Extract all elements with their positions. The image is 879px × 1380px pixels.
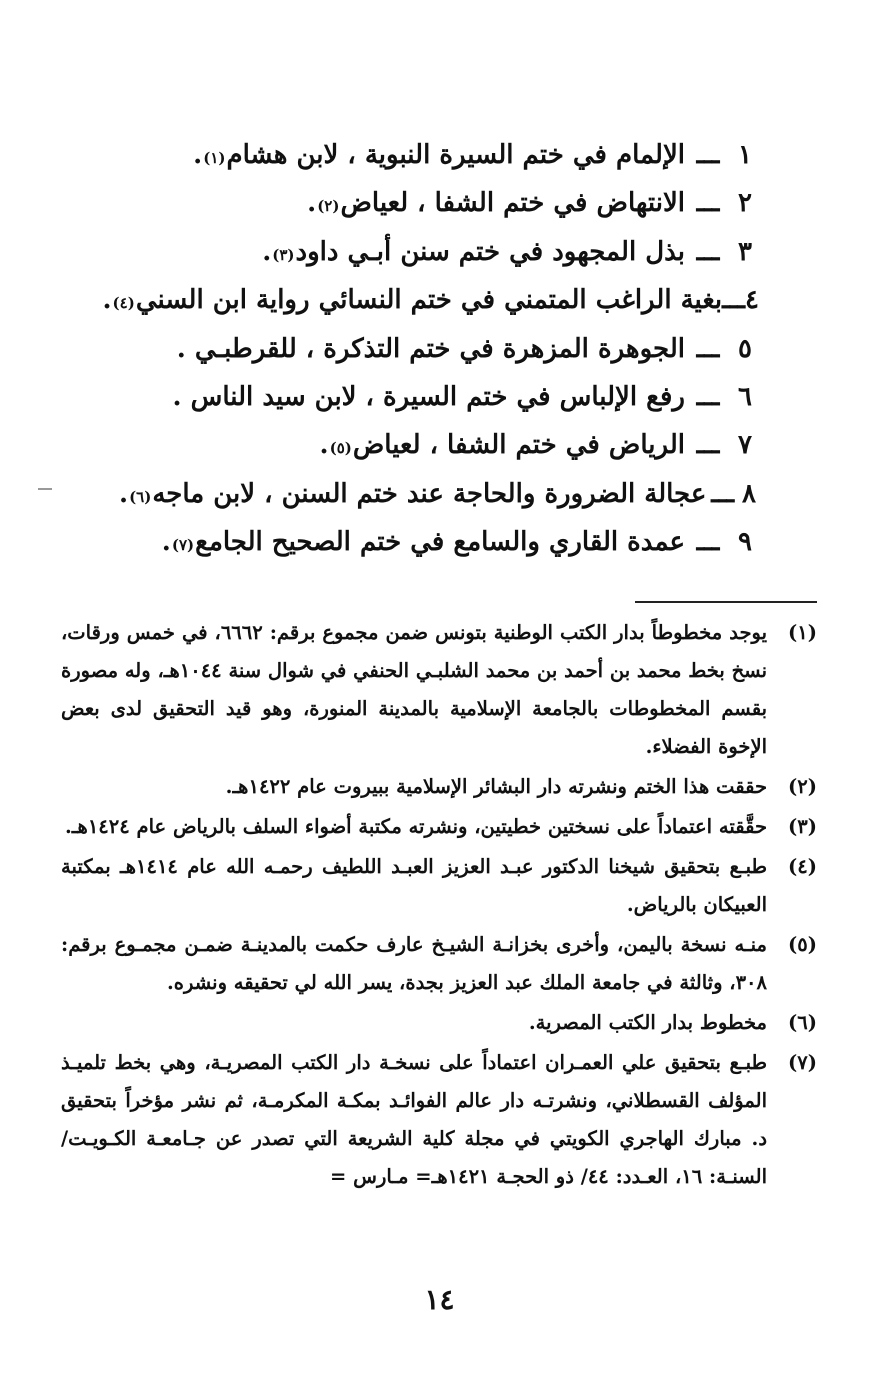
item-number: ٧ [738, 430, 752, 461]
footnote-number: (٣) [788, 815, 817, 838]
footnote [61, 614, 817, 766]
item-dash: ـــ [696, 527, 720, 558]
footnote-number: (٢) [788, 775, 817, 798]
item-title: عمدة القاري والسامع في ختم الصحيح الجامع [195, 527, 685, 558]
treatise-list [102, 140, 759, 576]
list-item [119, 237, 759, 285]
item-number: ٣ [738, 236, 752, 267]
footnote-text: منـه نسخة باليمن، وأخرى بخزانـة الشيـخ عارف حكمت بالمدينـة ضمـن مجمـوع برقم: ٣٠٨، وثالثة في جامعة الملك عبد العزيز بجدة، يسر الله لي تحقيقه ونشره. [61, 933, 767, 994]
footnote-text: طبـع بتحقيق علي العمـران اعتماداً على نسخـة دار الكتب المصريـة، وهي بخط تلميـذ المؤلف القسطلاني، ونشرتـه دار عالم الفوائـد بمكـة المكرمـة، ثم نشر مؤخراً بتحقيق د. مبارك الهاجري الكويتي في مجلة كلية الشريعة التي تصدر عن جـامعـة الكـويـت/ السنـة: ١٦، العـدد: ٤٤/ ذو الحجـة ١٤٢١هـ= مـارس = [61, 1051, 767, 1188]
footnote [61, 848, 817, 924]
item-dash: ـــ [696, 333, 720, 364]
item-end: . [161, 527, 171, 558]
footnote-ref: (٧) [171, 536, 195, 555]
footnote-number: (١) [788, 621, 817, 644]
item-dash: ـــ [711, 478, 735, 509]
footnote-number: (٧) [788, 1051, 817, 1074]
list-item [119, 527, 759, 575]
footnote-text: يوجد مخطوطاً بدار الكتب الوطنية بتونس ضمن مجموع برقم: ٦٦٦٢، في خمس ورقات، نسخ بخط محمد بن أحمد بن محمد الشلبـي الحنفي في شوال سنة ١٠٤٤هـ، وله مصورة بقسم المخطوطات بالجامعة الإسلامية بالمدينة المنورة، وهو قيد التحقيق لدى بعض الإخوة الفضلاء. [61, 621, 768, 758]
item-number: ٥ [738, 333, 752, 364]
list-item [119, 140, 759, 188]
footnote-ref: (٣) [272, 245, 295, 264]
footnote-ref: (٢) [317, 197, 340, 216]
footnote [61, 1004, 817, 1042]
item-number: ٨ [742, 478, 757, 509]
item-title: رفع الإلباس في ختم السيرة ، لابن سيد الناس . [172, 381, 685, 412]
item-title: الرياض في ختم الشفا ، لعياض [352, 430, 685, 461]
item-number: ٢ [738, 188, 752, 219]
item-title: الجوهرة المزهرة في ختم التذكرة ، للقرطبـي . [176, 333, 685, 364]
footnote-separator [635, 601, 817, 603]
item-number: ١ [738, 140, 752, 170]
item-dash: ـــ [696, 236, 720, 267]
footnotes [61, 614, 817, 1198]
item-dash: ـــ [696, 430, 720, 461]
item-title: عجالة الضرورة والحاجة عند ختم السنن ، لابن ماجه [152, 478, 707, 509]
item-title: الانتهاض في ختم الشفا ، لعياض [340, 188, 685, 219]
list-item [119, 382, 759, 430]
item-end: . [102, 285, 112, 316]
item-number: ٩ [738, 527, 752, 558]
footnote-number: (٦) [788, 1011, 817, 1034]
footnote-text: حقَّقته اعتماداً على نسختين خطيتين، ونشرته مكتبة أضواء السلف بالرياض عام ١٤٢٤هـ. [65, 815, 767, 838]
item-end: . [193, 140, 203, 170]
list-item [119, 430, 759, 478]
item-end: . [307, 188, 317, 219]
footnote [61, 926, 817, 1002]
item-dash: ـــ [722, 285, 746, 316]
item-dash: ـــ [696, 188, 720, 219]
footnote [61, 808, 817, 846]
footnote-number: (٤) [788, 855, 817, 878]
footnote-text: حققت هذا الختم ونشرته دار البشائر الإسلامية ببيروت عام ١٤٢٢هـ. [225, 775, 767, 798]
footnote-ref: (٤) [112, 294, 135, 313]
page-number: ١٤ [424, 1283, 455, 1316]
footnote-ref: (٥) [329, 439, 352, 458]
item-title: بغية الراغب المتمني في ختم النسائي رواية ابن السني [135, 285, 723, 316]
item-title: الإلمام في ختم السيرة النبوية ، لابن هشام [226, 140, 685, 170]
list-item [119, 188, 759, 236]
item-end: . [319, 430, 329, 461]
item-title: بذل المجهود في ختم سنن أبـي داود [295, 236, 685, 267]
list-item [102, 285, 759, 333]
list-item [119, 479, 759, 527]
item-end: . [119, 478, 129, 509]
footnote-number: (٥) [788, 933, 817, 956]
footnote-ref: (١) [203, 149, 226, 167]
item-end: . [262, 236, 272, 267]
footnote-ref: (٦) [129, 487, 152, 506]
footnote [61, 1044, 817, 1196]
item-dash: ـــ [696, 140, 720, 170]
item-number: ٦ [738, 381, 752, 412]
footnote [61, 768, 817, 806]
item-dash: ـــ [696, 381, 720, 412]
footnote-text: طبـع بتحقيق شيخنا الدكتور عبـد العزيز العبـد اللطيف رحمـه الله عام ١٤١٤هـ بمكتبة العبيكان بالرياض. [61, 855, 767, 916]
footnote-text: مخطوط بدار الكتب المصرية. [528, 1011, 767, 1034]
item-number: ٤ [745, 285, 759, 316]
list-item [119, 334, 759, 382]
scan-mark [38, 488, 52, 490]
